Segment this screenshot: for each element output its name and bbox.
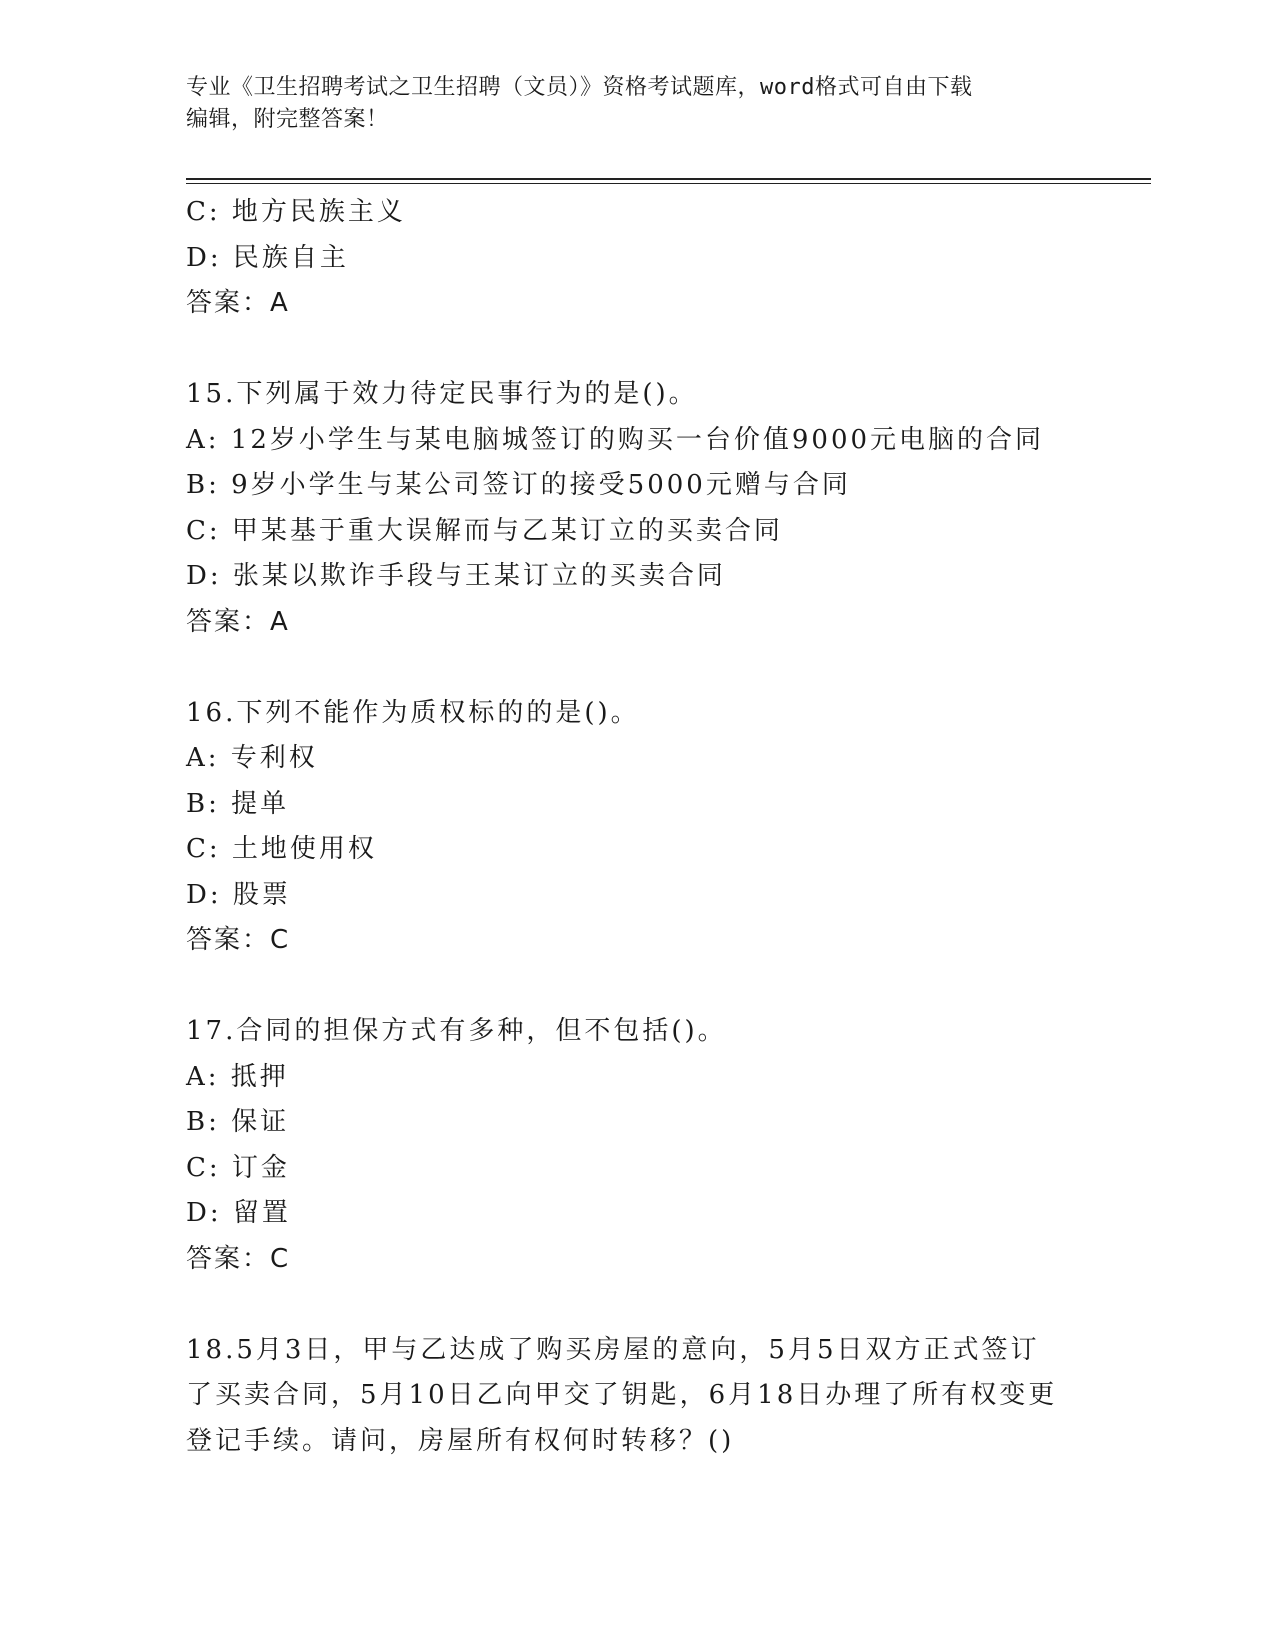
q17-answer: 答案：C xyxy=(186,1243,291,1274)
header-line-1: 专业《卫生招聘考试之卫生招聘（文员）》资格考试题库，word格式可自由下载 xyxy=(186,75,973,100)
q15-option-c: C: 甲某基于重大误解而与乙某订立的买卖合同 xyxy=(186,515,783,546)
q15-stem: 15.下列属于效力待定民事行为的是()。 xyxy=(186,379,698,409)
q16-option-a: A: 专利权 xyxy=(186,743,318,773)
q17-stem: 17.合同的担保方式有多种，但不包括()。 xyxy=(186,1016,727,1046)
spacer xyxy=(186,327,1086,373)
header-line-2: 编辑，附完整答案！ xyxy=(186,107,389,132)
q15-option-d: D: 张某以欺诈手段与王某订立的买卖合同 xyxy=(186,561,726,591)
question-18 xyxy=(186,1328,1086,1465)
q15-answer: 答案：A xyxy=(186,606,290,637)
spacer xyxy=(186,964,1086,1010)
question-15 xyxy=(186,372,1086,645)
q14-option-c: C: 地方民族主义 xyxy=(186,197,406,227)
q18-stem-line-1: 18.5月3日，甲与乙达成了购买房屋的意向，5月5日双方正式签订 xyxy=(186,1334,1040,1365)
spacer xyxy=(186,645,1086,691)
spacer xyxy=(186,1282,1086,1328)
q17-option-d: D: 留置 xyxy=(186,1198,291,1228)
question-16 xyxy=(186,691,1086,964)
q17-option-c: C: 订金 xyxy=(186,1152,290,1183)
question-17 xyxy=(186,1009,1086,1282)
q15-option-b: B: 9岁小学生与某公司签订的接受5000元赠与合同 xyxy=(186,470,851,500)
q18-stem-line-2: 了买卖合同，5月10日乙向甲交了钥匙，6月18日办理了所有权变更 xyxy=(186,1380,1058,1410)
q14-option-d: D: 民族自主 xyxy=(186,242,349,273)
header-divider-thick xyxy=(186,178,1151,180)
q16-option-b: B: 提单 xyxy=(186,788,290,819)
q17-option-b: B: 保证 xyxy=(186,1107,290,1137)
question-14 xyxy=(186,190,1086,327)
q16-answer: 答案：C xyxy=(186,925,291,955)
q16-option-d: D: 股票 xyxy=(186,879,291,910)
q18-stem-line-3: 登记手续。请问，房屋所有权何时转移？() xyxy=(186,1425,735,1456)
q15-option-a: A: 12岁小学生与某电脑城签订的购买一台价值9000元电脑的合同 xyxy=(186,424,1045,455)
header-divider-thin xyxy=(186,183,1151,184)
q17-option-a: A: 抵押 xyxy=(186,1061,289,1092)
question-list xyxy=(186,190,1086,1464)
q16-stem: 16.下列不能作为质权标的的是()。 xyxy=(186,697,640,728)
q14-answer: 答案：A xyxy=(186,288,290,318)
q16-option-c: C: 土地使用权 xyxy=(186,834,377,864)
document-header xyxy=(186,72,1086,136)
